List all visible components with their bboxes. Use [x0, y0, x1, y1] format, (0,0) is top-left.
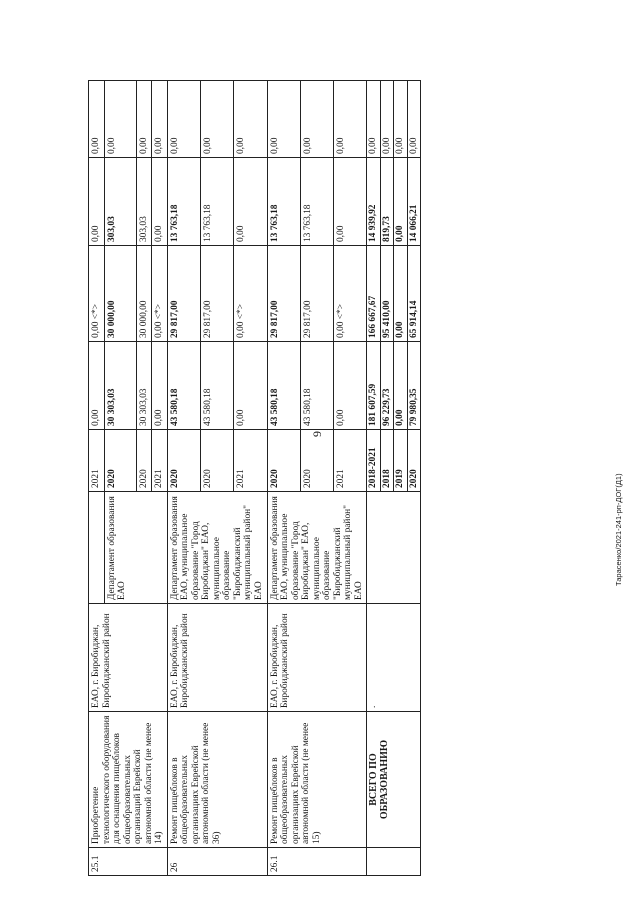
total-year: 2018: [380, 430, 394, 492]
executor-cell: Департамент образования ЕАО: [104, 492, 167, 604]
total-cell: 0,00: [152, 342, 168, 430]
total-year: 2020: [407, 430, 421, 492]
federal-cell: 0,00 <*>: [152, 246, 168, 342]
local-cell: 0,00: [89, 81, 105, 158]
local-cell: 0,00: [234, 81, 267, 158]
location-cell: ЕАО, г. Биробиджан, Биробиджанский район: [89, 604, 168, 712]
federal-cell: 29 817,00: [167, 246, 200, 342]
year-cell: 2021: [234, 430, 267, 492]
row-number: 26.1: [267, 848, 367, 876]
year-cell: 2021: [152, 430, 168, 492]
local-cell: 0,00: [300, 81, 333, 158]
total-row: [367, 81, 381, 876]
year-cell: 2021: [89, 430, 105, 492]
local-cell: 0,00: [136, 81, 152, 158]
regional-cell: 13 763,18: [167, 158, 200, 246]
local-cell: 0,00: [267, 81, 300, 158]
total-local: 0,00: [380, 81, 394, 158]
table-row: [167, 81, 200, 876]
regional-cell: 0,00: [234, 158, 267, 246]
total-federal: 0,00: [394, 246, 408, 342]
document-reference: Тарасенко/2021-241-рп-ДОГ(Д1): [614, 473, 623, 586]
local-cell: 0,00: [152, 81, 168, 158]
executor-cell-empty: [89, 492, 105, 604]
total-cell: 0,00: [334, 342, 367, 430]
year-cell: 2020: [200, 430, 233, 492]
budget-table: [88, 80, 421, 876]
rotated-table-container: [88, 81, 532, 876]
row-number: 26: [167, 848, 267, 876]
regional-cell: 13 763,18: [200, 158, 233, 246]
total-local: 0,00: [407, 81, 421, 158]
location-cell: ЕАО, г. Биробиджан, Биробиджанский район: [167, 604, 267, 712]
total-sum: 181 607,59: [367, 342, 381, 430]
local-cell: 0,00: [167, 81, 200, 158]
total-regional: 14 066,21: [407, 158, 421, 246]
total-cell: 0,00: [89, 342, 105, 430]
regional-cell: 13 763,18: [300, 158, 333, 246]
regional-cell: 0,00: [334, 158, 367, 246]
total-cell: 43 580,18: [200, 342, 233, 430]
regional-cell: 303,03: [104, 158, 136, 246]
federal-cell: 30 000,00: [136, 246, 152, 342]
total-sum: 0,00: [394, 342, 408, 430]
executor-cell: Департамент образования ЕАО, муниципальное образование "Город Биробиджан" ЕАО, муниципальное образование "Биробиджанский муниципальный район" ЕАО: [267, 492, 367, 604]
year-cell: 2021: [334, 430, 367, 492]
federal-cell: 0,00 <*>: [334, 246, 367, 342]
federal-cell: 29 817,00: [267, 246, 300, 342]
local-cell: 0,00: [200, 81, 233, 158]
regional-cell: 0,00: [152, 158, 168, 246]
local-cell: 0,00: [334, 81, 367, 158]
total-place-mark: .: [367, 604, 421, 712]
total-sum: 96 229,73: [380, 342, 394, 430]
activity-name: Приобретение технологического оборудования для оснащения пищеблоков общеобразовательных организаций Еврейской автономной области (не менее 14): [89, 712, 168, 848]
activity-name: Ремонт пищеблоков в общеобразовательных организациях Еврейской автономной области (не менее 36): [167, 712, 267, 848]
executor-cell: Департамент образования ЕАО, муниципальное образование "Город Биробиджан" ЕАО, муниципальное образование "Биробиджанский муниципальный район" ЕАО: [167, 492, 267, 604]
total-federal: 65 914,14: [407, 246, 421, 342]
total-cell: 43 580,18: [300, 342, 333, 430]
local-cell: 0,00: [104, 81, 136, 158]
total-local: 0,00: [367, 81, 381, 158]
activity-name: Ремонт пищеблоков в общеобразовательных организациях Еврейской автономной области (не менее 15): [267, 712, 367, 848]
year-cell: 2020: [167, 430, 200, 492]
total-federal: 166 667,67: [367, 246, 381, 342]
table-body: [89, 81, 421, 876]
regional-cell: 13 763,18: [267, 158, 300, 246]
total-regional: 14 939,92: [367, 158, 381, 246]
federal-cell: 30 000,00: [104, 246, 136, 342]
total-regional: 819,73: [380, 158, 394, 246]
year-cell: 2020: [104, 430, 136, 492]
total-cell: 30 303,03: [136, 342, 152, 430]
row-number: 25.1: [89, 848, 168, 876]
total-cell: 0,00: [234, 342, 267, 430]
total-executor-empty: [367, 492, 421, 604]
federal-cell: 29 817,00: [300, 246, 333, 342]
total-cell: 30 303,03: [104, 342, 136, 430]
page-number: 9: [310, 431, 324, 437]
table-row: [89, 81, 105, 876]
total-year: 2018-2021: [367, 430, 381, 492]
year-cell: 2020: [136, 430, 152, 492]
total-number-empty: [367, 848, 421, 876]
total-sum: 79 980,35: [407, 342, 421, 430]
total-cell: 43 580,18: [267, 342, 300, 430]
total-regional: 0,00: [394, 158, 408, 246]
year-cell: 2020: [300, 430, 333, 492]
federal-cell: 0,00 <*>: [89, 246, 105, 342]
location-cell: ЕАО, г. Биробиджан, Биробиджанский район: [267, 604, 367, 712]
total-label: ВСЕГО ПО ОБРАЗОВАНИЮ: [367, 712, 421, 848]
total-local: 0,00: [394, 81, 408, 158]
total-cell: 43 580,18: [167, 342, 200, 430]
federal-cell: 29 817,00: [200, 246, 233, 342]
federal-cell: 0,00 <*>: [234, 246, 267, 342]
year-cell: 2020: [267, 430, 300, 492]
total-federal: 95 410,00: [380, 246, 394, 342]
table-row: [267, 81, 300, 876]
regional-cell: 0,00: [89, 158, 105, 246]
total-year: 2019: [394, 430, 408, 492]
regional-cell: 303,03: [136, 158, 152, 246]
